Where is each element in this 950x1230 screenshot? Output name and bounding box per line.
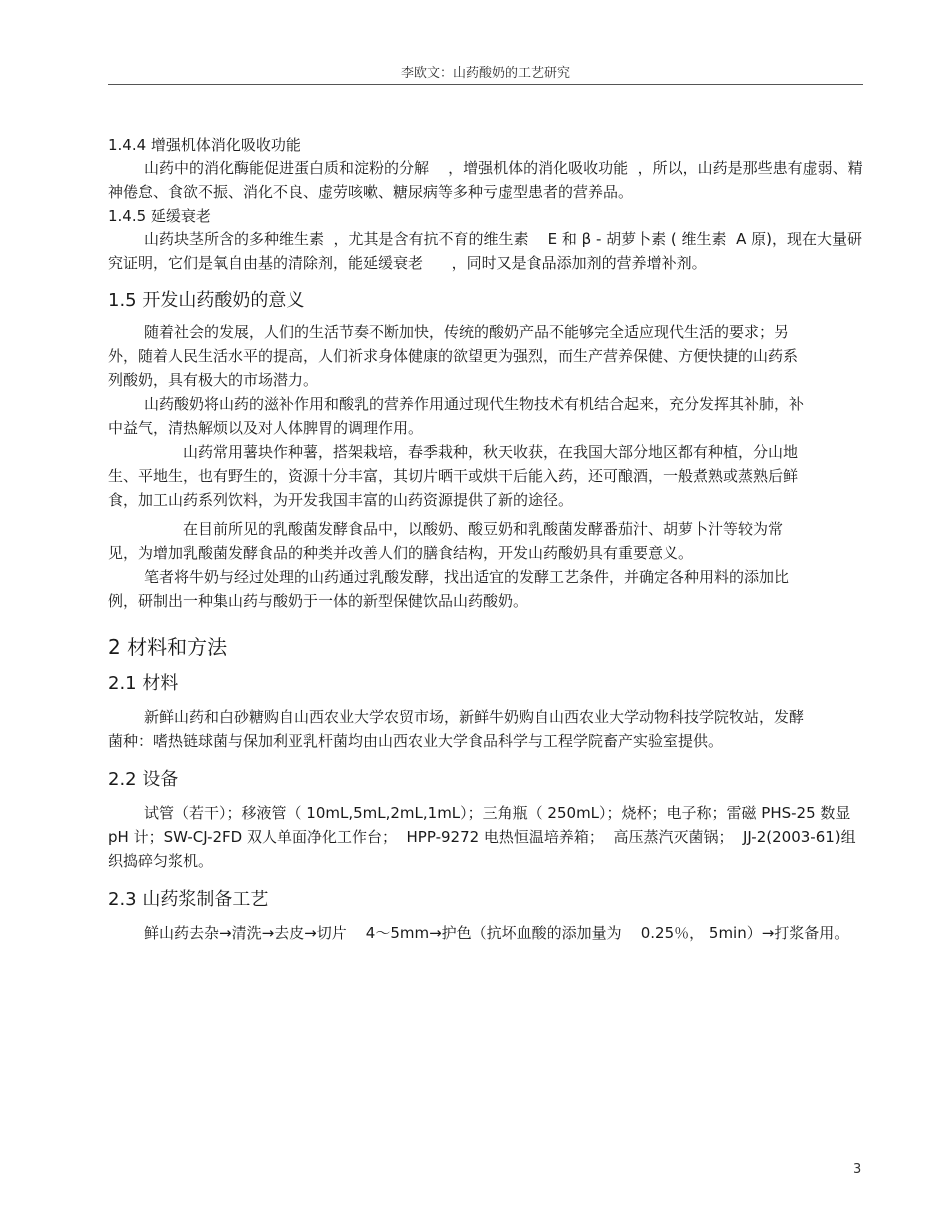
page-number: 3 [853,1162,862,1177]
section-1-4-5-title: 1.4.5 延缓衰老 [108,207,211,225]
running-header: 李欧文：山药酸奶的工艺研究 [400,66,570,81]
section-1-4-5-paragraph: 山药块茎所含的多种维生素 ，尤其是含有抗不育的维生素 E 和 β - 胡萝卜素 ( 维生素 A 原)，现在大量研究证明，它们是氧自由基的清除剂，能延缓衰老 ，同时又是食品添加剂的营养增补剂。 [108,230,862,272]
page-body [108,132,863,945]
section-2-title: 2 材料和方法 [108,635,228,659]
section-1-5-paragraph-3: 山药常用薯块作种薯，搭架栽培，春季栽种，秋天收获，在我国大部分地区都有种植，分山地生、平地生，也有野生的，资源十分丰富，其切片晒干或烘干后能入药，还可酿酒，一般煮熟或蒸熟后鲜食，加工山药系列饮料，为开发我国丰富的山药资源提供了新的途径。 [108,443,799,509]
section-1-5-paragraph-5: 笔者将牛奶与经过处理的山药通过乳酸发酵，找出适宜的发酵工艺条件，并确定各种用料的添加比例，研制出一种集山药与酸奶于一体的新型保健饮品山药酸奶。 [108,568,790,610]
header-rule [108,84,863,85]
section-2-1-title: 2.1 材料 [108,673,179,694]
section-2-2-title: 2.2 设备 [108,769,179,790]
section-1-5-paragraph-1: 随着社会的发展，人们的生活节奏不断加快，传统的酸奶产品不能够完全适应现代生活的要求；另外，随着人民生活水平的提高，人们祈求身体健康的欲望更为强烈，而生产营养保健、方便快捷的山药系列酸奶，具有极大的市场潜力。 [108,323,799,389]
section-1-5-paragraph-4: 在目前所见的乳酸菌发酵食品中，以酸奶、酸豆奶和乳酸菌发酵番茄汁、胡萝卜汁等较为常见，为增加乳酸菌发酵食品的种类并改善人们的膳食结构，开发山药酸奶具有重要意义。 [108,520,784,562]
section-2-3-paragraph: 鲜山药去杂→清洗→去皮→切片 4～5mm→护色（抗坏血酸的添加量为 0.25％， 5min）→打浆备用。 [144,924,850,942]
section-2-1-paragraph: 新鲜山药和白砂糖购自山西农业大学农贸市场，新鲜牛奶购自山西农业大学动物科技学院牧站，发酵菌种：嗜热链球菌与保加利亚乳杆菌均由山西农业大学食品科学与工程学院畜产实验室提供。 [108,708,805,750]
section-1-4-4-paragraph: 山药中的消化酶能促进蛋白质和淀粉的分解 ，增强机体的消化吸收功能 ，所以，山药是那些患有虚弱、精神倦怠、食欲不振、消化不良、虚劳咳嗽、糖尿病等多种亏虚型患者的营养品。 [108,159,863,201]
section-1-4-4-title: 1.4.4 增强机体消化吸收功能 [108,136,301,154]
section-2-3-title: 2.3 山药浆制备工艺 [108,889,269,910]
section-1-5-title: 1.5 开发山药酸奶的意义 [108,290,305,311]
section-2-2-paragraph: 试管（若干）；移液管（ 10mL,5mL,2mL,1mL）；三角瓶（ 250mL）；烧杯；电子称；雷磁 PHS-25 数显 pH 计；SW-CJ-2FD 双人单面净化工作台； HPP-9272 电热恒温培养箱； 高压蒸汽灭菌锅； JJ-2(2003-61)组织捣碎匀浆机。 [108,804,856,870]
section-1-5-paragraph-2: 山药酸奶将山药的滋补作用和酸乳的营养作用通过现代生物技术有机结合起来，充分发挥其补肺，补中益气，清热解烦以及对人体脾胃的调理作用。 [108,395,805,437]
